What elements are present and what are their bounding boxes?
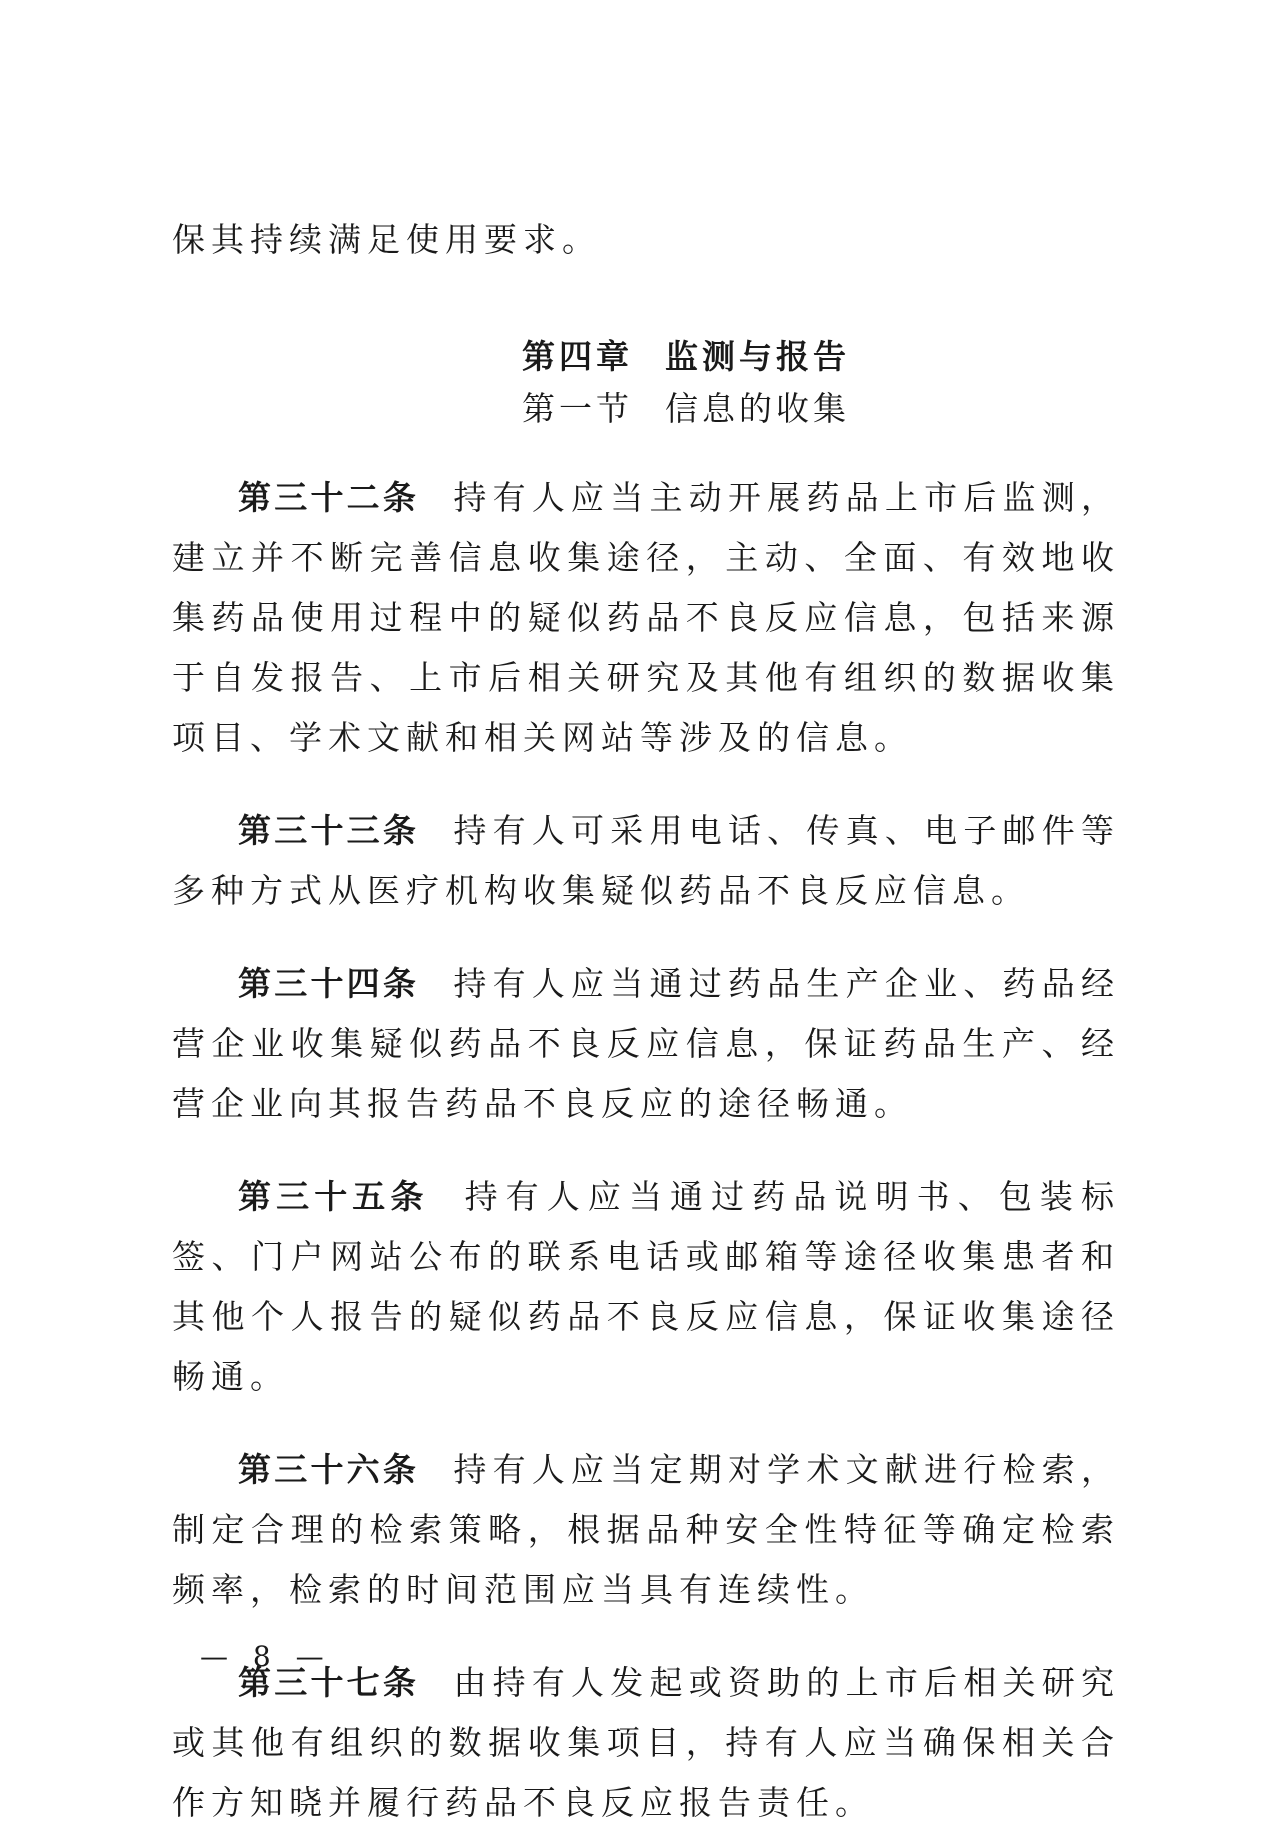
page-content — [172, 210, 1120, 1833]
section-number: 第一节 — [522, 389, 633, 428]
article-33 — [172, 801, 1120, 921]
section-heading — [172, 383, 1120, 435]
article-text: 持有人应当通过药品说明书、包装标签、门户网站公布的联系电话或邮箱等途径收集患者和其他个人报告的疑似药品不良反应信息，保证收集途径畅通。 — [172, 1177, 1121, 1396]
chapter-title: 监测与报告 — [665, 337, 850, 376]
article-text: 由持有人发起或资助的上市后相关研究或其他有组织的数据收集项目，持有人应当确保相关合作方知晓并履行药品不良反应报告责任。 — [172, 1663, 1121, 1822]
article-label: 第三十六条 — [238, 1450, 420, 1489]
article-label: 第三十三条 — [238, 811, 420, 850]
article-34 — [172, 954, 1120, 1134]
article-32 — [172, 468, 1120, 768]
article-37 — [172, 1653, 1120, 1833]
article-label: 第三十五条 — [238, 1177, 429, 1216]
article-text: 持有人应当定期对学术文献进行检索，制定合理的检索策略，根据品种安全性特征等确定检索频率，检索的时间范围应当具有连续性。 — [172, 1450, 1121, 1609]
article-label: 第三十四条 — [238, 964, 420, 1003]
chapter-number: 第四章 — [522, 337, 633, 376]
article-36 — [172, 1440, 1120, 1620]
article-text: 持有人可采用电话、传真、电子邮件等多种方式从医疗机构收集疑似药品不良反应信息。 — [172, 811, 1121, 910]
chapter-heading — [172, 331, 1120, 383]
article-label: 第三十二条 — [238, 478, 420, 517]
article-text: 持有人应当主动开展药品上市后监测，建立并不断完善信息收集途径，主动、全面、有效地收集药品使用过程中的疑似药品不良反应信息，包括来源于自发报告、上市后相关研究及其他有组织的数据收集项目、学术文献和相关网站等涉及的信息。 — [172, 478, 1121, 757]
page-number: — 8 — — [200, 1640, 332, 1673]
article-text: 持有人应当通过药品生产企业、药品经营企业收集疑似药品不良反应信息，保证药品生产、经营企业向其报告药品不良反应的途径畅通。 — [172, 964, 1121, 1123]
article-35 — [172, 1167, 1120, 1407]
continuation-paragraph: 保其持续满足使用要求。 — [172, 220, 601, 259]
article-label: 第三十七条 — [238, 1663, 420, 1702]
section-title: 信息的收集 — [665, 389, 850, 428]
